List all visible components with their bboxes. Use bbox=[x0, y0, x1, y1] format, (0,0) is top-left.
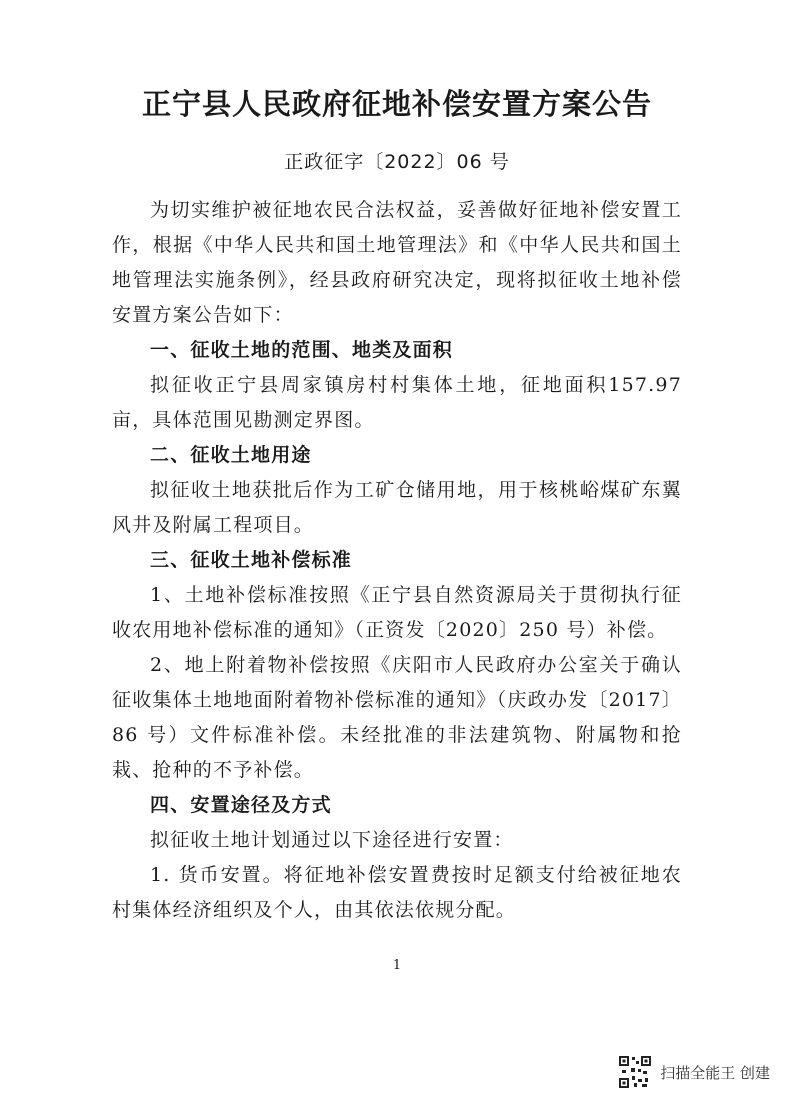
section-3-paragraph-2: 2、地上附着物补偿按照《庆阳市人民政府办公室关于确认征收集体土地地面附着物补偿标准的通知》（庆政办发〔2017〕86 号）文件标准补偿。未经批准的非法建筑物、附属物和抢栽、抢种的不予补偿。 bbox=[112, 654, 682, 781]
section-4-paragraph-2: 1. 货币安置。将征地补偿安置费按时足额支付给被征地农村集体经济组织及个人，由其依法依规分配。 bbox=[112, 864, 682, 921]
document-number: 正政征字〔2022〕06 号 bbox=[284, 151, 510, 173]
qr-code-icon bbox=[618, 1055, 652, 1089]
section-heading-4: 四、安置途径及方式 bbox=[150, 794, 332, 816]
document-title: 正宁县人民政府征地补偿安置方案公告 bbox=[141, 87, 652, 121]
section-heading-3: 三、征收土地补偿标准 bbox=[150, 549, 353, 571]
section-1-paragraph-1: 拟征收正宁县周家镇房村村集体土地，征地面积157.97亩，具体范围见勘测定界图。 bbox=[112, 374, 682, 431]
page-number: 1 bbox=[392, 958, 402, 973]
document-body bbox=[112, 193, 682, 928]
scanner-watermark bbox=[618, 1054, 770, 1090]
section-2-paragraph-1: 拟征收土地获批后作为工矿仓储用地，用于核桃峪煤矿东翼风井及附属工程项目。 bbox=[112, 479, 682, 536]
intro-paragraph: 为切实维护被征地农民合法权益，妥善做好征地补偿安置工作，根据《中华人民共和国土地管理法》和《中华人民共和国土地管理法实施条例》，经县政府研究决定，现将拟征收土地补偿安置方案公告如下： bbox=[112, 199, 682, 326]
section-heading-2: 二、征收土地用途 bbox=[150, 444, 312, 466]
section-3-paragraph-1: 1、土地补偿标准按照《正宁县自然资源局关于贯彻执行征收农用地补偿标准的通知》（正资发〔2020〕250 号）补偿。 bbox=[112, 584, 682, 641]
section-4-paragraph-1: 拟征收土地计划通过以下途径进行安置： bbox=[150, 829, 514, 851]
scanner-watermark-text: 扫描全能王 创建 bbox=[660, 1063, 770, 1082]
section-heading-1: 一、征收土地的范围、地类及面积 bbox=[150, 339, 454, 361]
